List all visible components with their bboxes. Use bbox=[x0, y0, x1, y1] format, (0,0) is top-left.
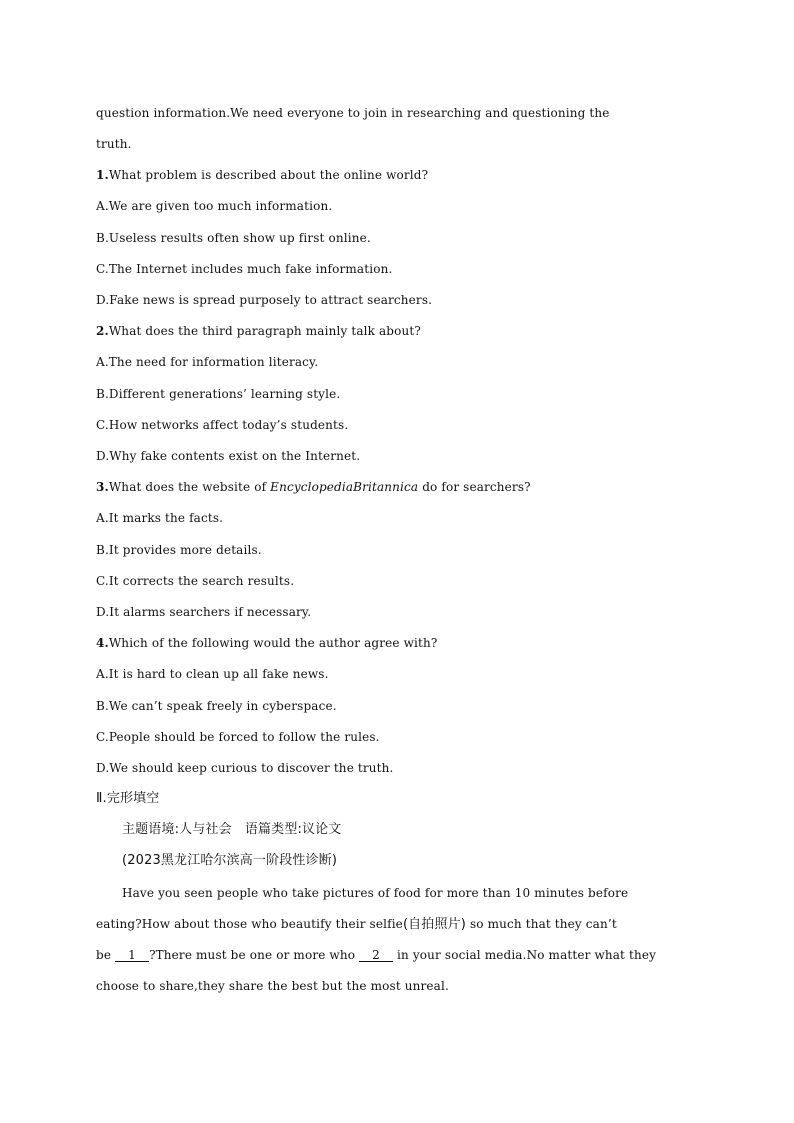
question-1-option-c: C.The Internet includes much fake information. bbox=[96, 262, 393, 276]
question-4-option-c: C.People should be forced to follow the rules. bbox=[96, 730, 380, 744]
question-number: 2. bbox=[96, 324, 109, 338]
cloze-text: so much that they can’t bbox=[465, 917, 617, 931]
cloze-annotation: (自拍照片) bbox=[402, 917, 466, 932]
section-theme: 主题语境:人与社会 语篇类型:议论文 bbox=[122, 822, 342, 837]
question-3-option-d: D.It alarms searchers if necessary. bbox=[96, 605, 312, 619]
cloze-text: eating?How about those who beautify their selfie bbox=[96, 917, 403, 931]
question-4-stem bbox=[96, 636, 437, 650]
section-heading: Ⅱ.完形填空 bbox=[96, 791, 160, 806]
question-number: 1. bbox=[96, 168, 109, 182]
cloze-paragraph-line: Have you seen people who take pictures of food for more than 10 minutes before bbox=[122, 886, 629, 900]
question-3-stem bbox=[96, 480, 531, 494]
question-2-option-d: D.Why fake contents exist on the Internet. bbox=[96, 449, 361, 463]
cloze-text: ?There must be one or more who bbox=[149, 948, 360, 962]
cloze-text: be bbox=[96, 948, 116, 962]
book-title: EncyclopediaBritannica bbox=[270, 480, 419, 494]
cloze-blank-1[interactable]: 1 bbox=[115, 949, 149, 962]
passage-line: truth. bbox=[96, 137, 132, 151]
passage-line: question information.We need everyone to join in researching and questioning the bbox=[96, 106, 610, 120]
cloze-paragraph-line: choose to share,they share the best but the most unreal. bbox=[96, 979, 449, 993]
question-number: 3. bbox=[96, 480, 109, 494]
question-number: 4. bbox=[96, 636, 109, 650]
question-1-stem bbox=[96, 168, 428, 182]
question-2-option-a: A.The need for information literacy. bbox=[96, 355, 319, 369]
question-1-option-a: A.We are given too much information. bbox=[96, 199, 333, 213]
question-3-option-b: B.It provides more details. bbox=[96, 543, 262, 557]
question-4-option-d: D.We should keep curious to discover the truth. bbox=[96, 761, 394, 775]
question-text: Which of the following would the author agree with? bbox=[108, 636, 438, 650]
question-text: What does the website of bbox=[108, 480, 271, 494]
question-1-option-d: D.Fake news is spread purposely to attract searchers. bbox=[96, 293, 433, 307]
question-4-option-a: A.It is hard to clean up all fake news. bbox=[96, 667, 329, 681]
question-4-option-b: B.We can’t speak freely in cyberspace. bbox=[96, 699, 337, 713]
question-3-option-c: C.It corrects the search results. bbox=[96, 574, 295, 588]
cloze-text: in your social media.No matter what they bbox=[393, 948, 657, 962]
cloze-paragraph-line bbox=[96, 917, 617, 932]
question-text: What problem is described about the online world? bbox=[108, 168, 429, 182]
question-1-option-b: B.Useless results often show up first online. bbox=[96, 231, 371, 245]
section-source: (2023黑龙江哈尔滨高一阶段性诊断) bbox=[122, 853, 338, 868]
cloze-blank-2[interactable]: 2 bbox=[359, 949, 393, 962]
question-2-stem bbox=[96, 324, 421, 338]
question-2-option-b: B.Different generations’ learning style. bbox=[96, 387, 341, 401]
question-2-option-c: C.How networks affect today’s students. bbox=[96, 418, 349, 432]
question-3-option-a: A.It marks the facts. bbox=[96, 511, 224, 525]
cloze-paragraph-line bbox=[96, 948, 656, 962]
question-text: What does the third paragraph mainly talk about? bbox=[108, 324, 421, 338]
question-text: do for searchers? bbox=[418, 480, 531, 494]
